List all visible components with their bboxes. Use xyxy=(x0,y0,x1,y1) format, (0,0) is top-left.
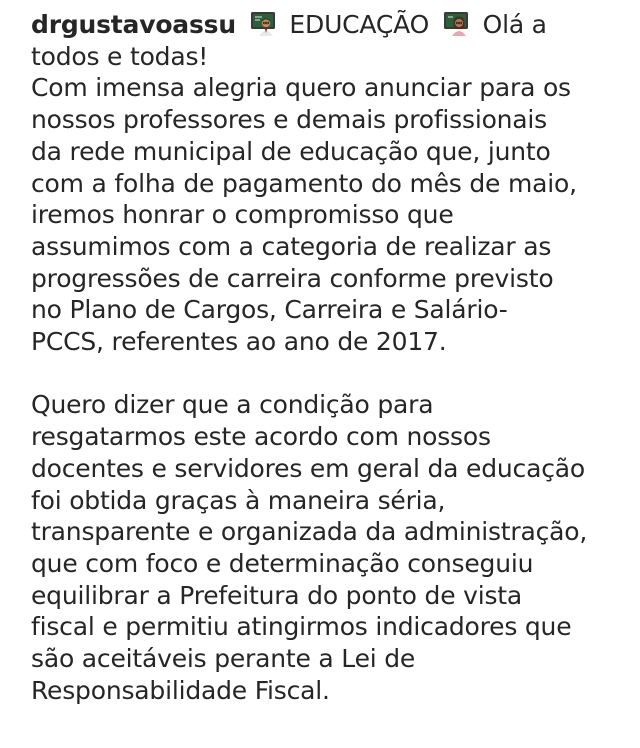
caption-line: transparente e organizada da administração, xyxy=(31,517,588,547)
caption-line: resgatarmos este acordo com nossos xyxy=(31,422,491,452)
caption-line: todos e todas! xyxy=(31,41,209,71)
caption-line: foi obtida graças à maneira séria, xyxy=(31,485,446,515)
caption-line: que com foco e determinação conseguiu xyxy=(31,548,534,578)
caption-line: PCCS, referentes ao ano de 2017. xyxy=(31,327,447,357)
caption-line: progressões de carreira conforme previsto xyxy=(31,263,554,293)
paragraph-break xyxy=(31,358,631,390)
teacher-man-icon xyxy=(250,11,276,37)
caption-line: da rede municipal de educação que, junto xyxy=(31,136,551,166)
caption-line: equilibrar a Prefeitura do ponto de vista xyxy=(31,580,523,610)
caption-line: Com imensa alegria quero anunciar para os xyxy=(31,73,571,103)
teacher-woman-icon xyxy=(443,11,469,37)
caption-text: EDUCAÇÃO xyxy=(289,10,430,39)
caption-line: assumimos com a categoria de realizar as xyxy=(31,231,552,261)
caption-line: fiscal e permitiu atingirmos indicadores que xyxy=(31,612,572,642)
username-link[interactable]: drgustavoassu xyxy=(31,10,236,39)
caption-line: Responsabilidade Fiscal. xyxy=(31,675,330,705)
caption-line: docentes e servidores em geral da educação xyxy=(31,453,585,483)
caption-line: iremos honrar o compromisso que xyxy=(31,200,454,230)
caption-line: nossos professores e demais profissionais xyxy=(31,105,547,135)
caption-line: Quero dizer que a condição para xyxy=(31,390,434,420)
caption-line: são aceitáveis perante a Lei de xyxy=(31,644,416,674)
post-caption xyxy=(31,9,631,706)
caption-header-line xyxy=(31,9,631,41)
caption-text: Olá a xyxy=(482,10,547,39)
caption-line: no Plano de Cargos, Carreira e Salário- xyxy=(31,295,508,325)
caption-line: com a folha de pagamento do mês de maio, xyxy=(31,168,577,198)
